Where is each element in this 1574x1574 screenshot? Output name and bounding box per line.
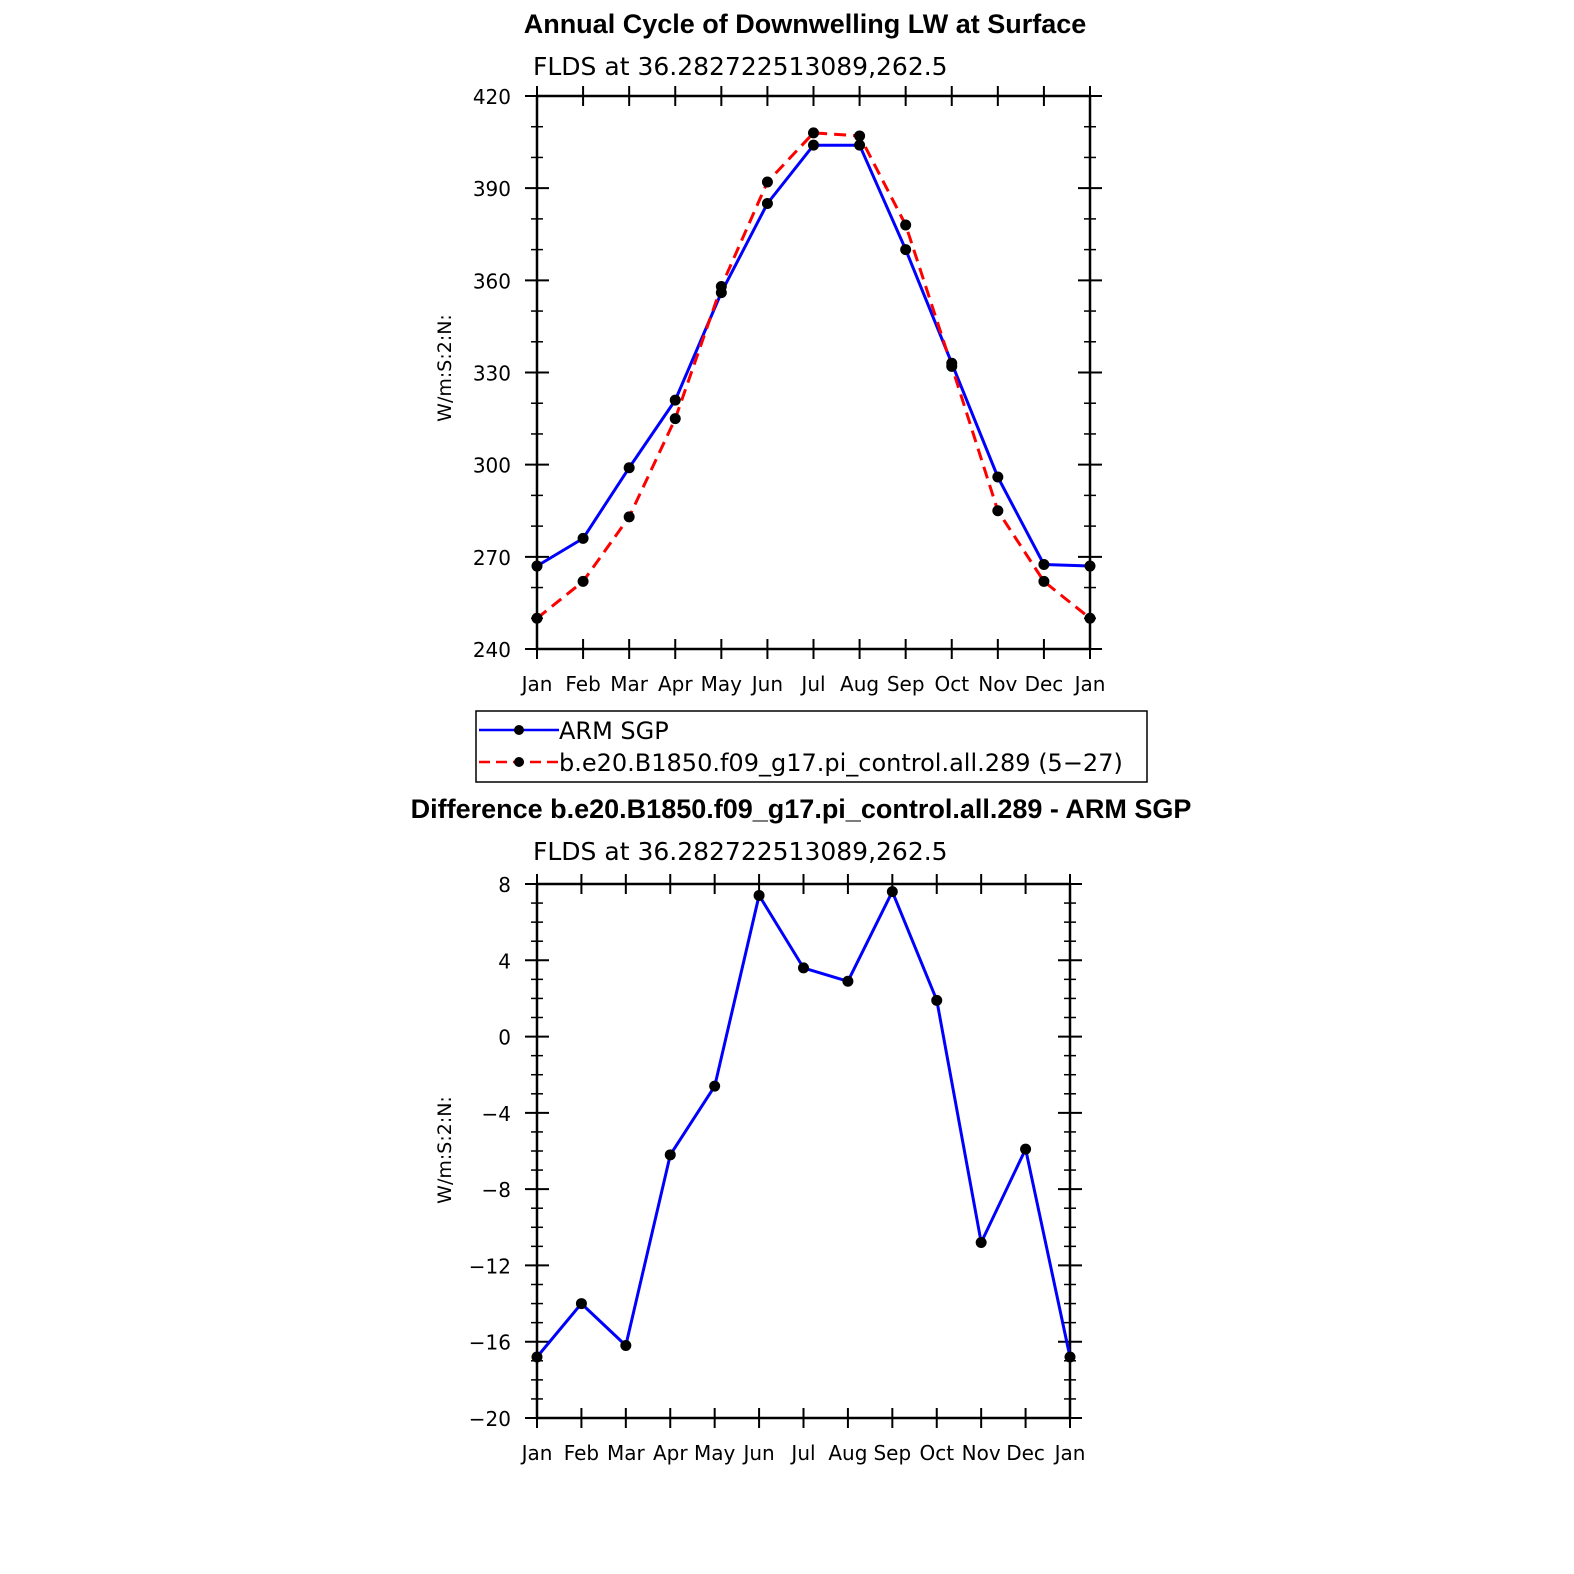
bottom-chart-subtitle: FLDS at 36.282722513089,262.5 bbox=[533, 837, 948, 866]
top-series-1-point bbox=[624, 511, 635, 522]
bottom-x-tick-label: Dec bbox=[1006, 1441, 1045, 1465]
top-series-1-point bbox=[532, 613, 543, 624]
bottom-x-tick-label: Feb bbox=[563, 1441, 600, 1465]
top-series-0-point bbox=[624, 462, 635, 473]
top-x-tick-label: Aug bbox=[840, 672, 880, 696]
top-y-tick-label: 390 bbox=[472, 177, 511, 202]
top-x-tick-label: Jan bbox=[1074, 672, 1106, 696]
top-series-1-point bbox=[992, 505, 1003, 516]
top-series-1-point bbox=[900, 220, 911, 231]
top-series-0-point bbox=[992, 471, 1003, 482]
bottom-y-tick-label: −8 bbox=[481, 1178, 511, 1203]
bottom-series-0-point bbox=[842, 976, 853, 987]
chart-top bbox=[434, 9, 1105, 696]
top-series-1-point bbox=[670, 413, 681, 424]
bottom-y-tick-label: −12 bbox=[468, 1254, 511, 1279]
bottom-plot-area bbox=[469, 873, 1086, 1465]
legend bbox=[476, 711, 1147, 782]
top-x-tick-label: Jul bbox=[801, 672, 826, 696]
top-series-0-point bbox=[578, 533, 589, 544]
top-series-0-point bbox=[900, 244, 911, 255]
top-series-line-1 bbox=[537, 133, 1090, 618]
bottom-x-tick-label: Mar bbox=[606, 1441, 645, 1465]
top-chart-subtitle: FLDS at 36.282722513089,262.5 bbox=[533, 52, 948, 81]
top-x-tick-label: Feb bbox=[565, 672, 601, 696]
bottom-series-0-point bbox=[931, 995, 942, 1006]
bottom-series-0-point bbox=[1020, 1144, 1031, 1155]
bottom-x-tick-label: Sep bbox=[873, 1441, 912, 1465]
top-x-tick-label: Jan bbox=[521, 672, 553, 696]
top-series-1-point bbox=[854, 130, 865, 141]
top-x-tick-label: Sep bbox=[886, 672, 925, 696]
chart-bottom bbox=[411, 794, 1192, 1465]
top-series-1-point bbox=[946, 361, 957, 372]
top-y-tick-label: 270 bbox=[472, 545, 511, 570]
bottom-y-tick-label: −20 bbox=[468, 1407, 511, 1431]
bottom-series-0-point bbox=[976, 1237, 987, 1248]
top-plot-frame bbox=[537, 96, 1090, 649]
bottom-series-line-0 bbox=[537, 892, 1070, 1357]
bottom-y-tick-label: 8 bbox=[498, 873, 511, 897]
legend-marker-arm-sgp bbox=[514, 725, 524, 735]
top-y-tick-label: 300 bbox=[472, 453, 511, 478]
top-x-tick-label: Dec bbox=[1024, 672, 1064, 696]
top-y-tick-label: 360 bbox=[472, 269, 511, 294]
bottom-series-0-point bbox=[754, 890, 765, 901]
top-x-tick-label: Nov bbox=[978, 672, 1018, 696]
top-series-1-point bbox=[1038, 576, 1049, 587]
top-y-tick-label: 420 bbox=[472, 85, 511, 109]
bottom-x-tick-label: Jul bbox=[791, 1441, 816, 1465]
top-chart-y-axis-label: W/m:S:2:N: bbox=[434, 314, 456, 422]
top-y-tick-label: 330 bbox=[472, 361, 511, 386]
bottom-chart-y-axis-label: W/m:S:2:N: bbox=[434, 1096, 456, 1204]
bottom-y-tick-label: −4 bbox=[481, 1101, 511, 1126]
legend-label-model: b.e20.B1850.f09_g17.pi_control.all.289 (5−27) bbox=[559, 749, 1123, 777]
bottom-series-0-point bbox=[887, 886, 898, 897]
top-series-0-point bbox=[670, 395, 681, 406]
top-series-1-point bbox=[762, 177, 773, 188]
top-plot-area bbox=[473, 85, 1106, 696]
top-x-tick-label: Apr bbox=[657, 672, 693, 696]
legend-label-arm-sgp: ARM SGP bbox=[559, 717, 669, 745]
bottom-series-0-point bbox=[532, 1351, 543, 1362]
bottom-x-tick-label: Jan bbox=[1054, 1441, 1086, 1465]
bottom-x-tick-label: Jun bbox=[743, 1441, 775, 1465]
bottom-series-0-point bbox=[1065, 1351, 1076, 1362]
bottom-x-tick-label: Nov bbox=[961, 1441, 1001, 1465]
bottom-x-tick-label: May bbox=[693, 1441, 736, 1465]
bottom-series-0-point bbox=[576, 1298, 587, 1309]
top-series-0-point bbox=[1038, 559, 1049, 570]
top-series-0-point bbox=[808, 140, 819, 151]
top-series-1-point bbox=[578, 576, 589, 587]
top-x-tick-label: May bbox=[700, 672, 743, 696]
top-series-0-point bbox=[1085, 561, 1096, 572]
top-series-line-0 bbox=[537, 145, 1090, 566]
bottom-x-tick-label: Oct bbox=[919, 1441, 955, 1465]
top-series-1-point bbox=[1085, 613, 1096, 624]
bottom-series-0-point bbox=[798, 962, 809, 973]
top-x-tick-label: Mar bbox=[610, 672, 649, 696]
top-x-tick-label: Jun bbox=[751, 672, 784, 696]
bottom-series-0-point bbox=[709, 1081, 720, 1092]
bottom-y-tick-label: 0 bbox=[498, 1025, 511, 1050]
top-series-0-point bbox=[762, 198, 773, 209]
bottom-y-tick-label: 4 bbox=[498, 949, 511, 974]
top-series-1-point bbox=[808, 127, 819, 138]
bottom-x-tick-label: Jan bbox=[521, 1441, 553, 1465]
bottom-x-tick-label: Aug bbox=[828, 1441, 868, 1465]
bottom-y-tick-label: −16 bbox=[468, 1330, 511, 1355]
bottom-x-tick-label: Apr bbox=[652, 1441, 688, 1465]
top-y-tick-label: 240 bbox=[472, 638, 511, 662]
bottom-series-0-point bbox=[665, 1149, 676, 1160]
top-chart-title: Annual Cycle of Downwelling LW at Surface bbox=[523, 9, 1087, 39]
top-x-tick-label: Oct bbox=[934, 672, 970, 696]
top-series-1-point bbox=[716, 281, 727, 292]
bottom-series-0-point bbox=[620, 1340, 631, 1351]
legend-marker-model bbox=[514, 757, 524, 767]
top-series-0-point bbox=[532, 561, 543, 572]
bottom-chart-title: Difference b.e20.B1850.f09_g17.pi_control.all.289 - ARM SGP bbox=[410, 794, 1192, 824]
